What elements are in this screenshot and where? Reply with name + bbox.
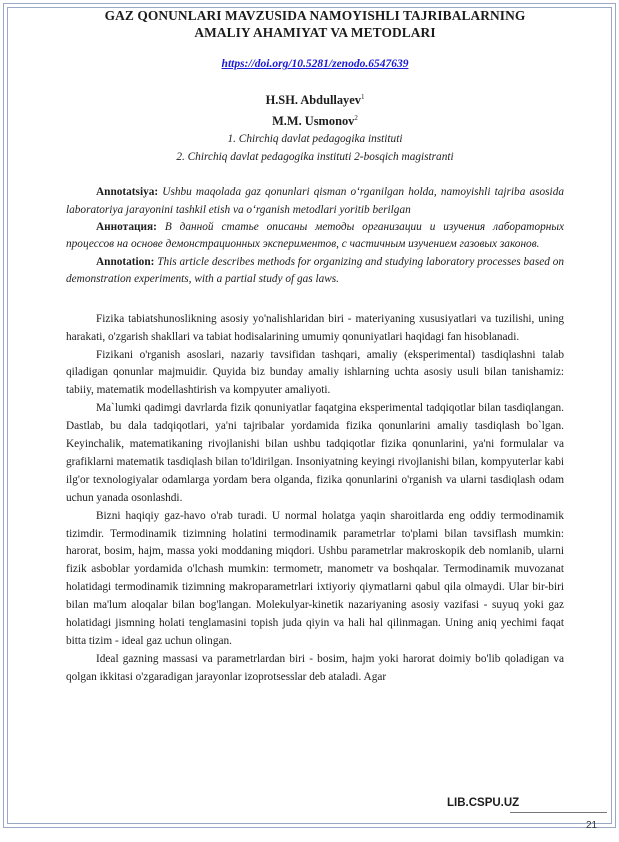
author-affil-mark: 1 [360,93,365,101]
abstract-label: Annotation: [96,255,155,268]
footer-divider [510,812,607,813]
footer-site-label: LIB.CSPU.UZ [447,797,520,809]
abstract-text: Ushbu maqolada gaz qonunlari qisman o‘rganilgan holda, namoyishli tajriba asosida laboratoriya jarayonini tashkil etish va o‘rganish metodlari yoritib berilgan [66,186,564,216]
abstract-uzbek [66,184,564,219]
body-paragraph: Ideal gazning massasi va parametrlardan biri - bosim, hajm yoki harorat doimiy bo'lib qoladigan va qolgan ikkitasi o'zgaradigan jarayonlar izoprotsesslar deb ataladi. Agar [66,652,564,683]
doi-link[interactable]: https://doi.org/10.5281/zenodo.6547639 [221,58,409,70]
abstract-text: В данной статье описаны методы организации и изучения лабораторных процессов на основе демонстрационных экспериментов, с частичным изучением газовых законов. [66,221,565,251]
body-paragraph: Fizikani o'rganish asoslari, nazariy tavsifidan tashqari, amaliy (eksperimental) tasdiqlashni talab qiladigan qonunlar majmuidir. Quyida biz bunday amaliy ishlarning uchta asosiy usuli bilan tanishamiz: tabiiy, matematik modellashtirish va kompyuter amaliyoti. [66,348,564,397]
body-paragraph: Bizni haqiqiy gaz-havo o'rab turadi. U normal holatga yaqin sharoitlarda eng oddiy termodinamik tizimdir. Termodinamik tizimning holatini termodinamik parametrlar to'plami bilan tavsiflash mumkin: harorat, bosim, hajm, massa yoki moddaning miqdori. Ushbu parametrlar makroskopik deb nomlanib, ularni fizik asboblar yordamida o'lchash mumkin: termometr, manometr va boshqalar. Termodinamik muvozanat holatidagi termodinamik tizimning makroparametrlari ixtiyoriy qiymatlarni qabul qila olmaydi. Ular bir-biri bilan ma'lum aloqalar bilan bog'langan. Molekulyar-kinetik nazariyaning asosiy vazifasi - suyuq yoki gaz holatidagi jismning holati tenglamasini topish juda qiyin va hali hal qilinmagan. Uning aniq yechimi faqat bitta tizim - ideal gaz uchun olingan. [66,509,564,647]
author-2 [66,109,564,130]
author-name: H.SH. Abdullayev [265,93,361,108]
article [66,7,564,687]
title-line-1: GAZ QONUNLARI MAVZUSIDA NAMOYISHLI TAJRIBALARNING [104,8,526,23]
affiliation-1: 1. Chirchiq davlat pedagogika instituti [227,133,403,146]
article-body [66,311,564,687]
abstract-english [66,254,564,289]
page-number: 21 [586,820,598,831]
body-paragraph: Ma`lumki qadimgi davrlarda fizik qonuniyatlar faqatgina eksperimental tadqiqotlar bilan tasdiqlangan. Dastlab, bu dala tadqiqotlari, ya'ni tajribalar yordamida fizika qonunlarini amaliy tasdiqlash bo`lgan. Keyinchalik, matematikaning rivojlanishi bilan ushbu tadqiqotlar fizika qonunlarini, ya'ni formulalar va grafiklarni matematik tasdiqlash bilan to'ldirilgan. Insoniyatning keyingi rivojlanishi bilan, kompyuterlar kabi ilg'or texnologiyalar odamlarga yordam bera olganda, fizika qonunlarini o'rganish va ularni tasdiqlash odam uchun yanada osonlashdi. [66,402,564,504]
author-name: M.M. Usmonov [272,114,355,129]
doi-line [66,58,564,70]
article-title [66,7,564,41]
author-1 [66,88,564,109]
title-line-2: AMALIY AHAMIYAT VA METODLARI [194,25,436,40]
abstracts [66,184,564,288]
affiliation-2: 2. Chirchiq davlat pedagogika instituti 2-bosqich magistranti [176,151,454,164]
abstract-text: This article describes methods for organizing and studying laboratory processes based on demonstration experiments, with a partial study of gas laws. [66,255,564,286]
abstract-label: Annotatsiya: [96,186,159,199]
author-affil-mark: 2 [354,114,358,123]
author-list [66,88,564,166]
abstract-label: Аннотация: [96,221,157,234]
body-paragraph: Fizika tabiatshunoslikning asosiy yo'nalishlaridan biri - materiyaning xususiyatlari va tuzilishi, uning harakati, o'zgarish shakllari va tabiat hodisalarining umumiy qonuniyatlari haqidagi fan hisoblanadi. [66,312,564,343]
abstract-russian [66,219,564,254]
